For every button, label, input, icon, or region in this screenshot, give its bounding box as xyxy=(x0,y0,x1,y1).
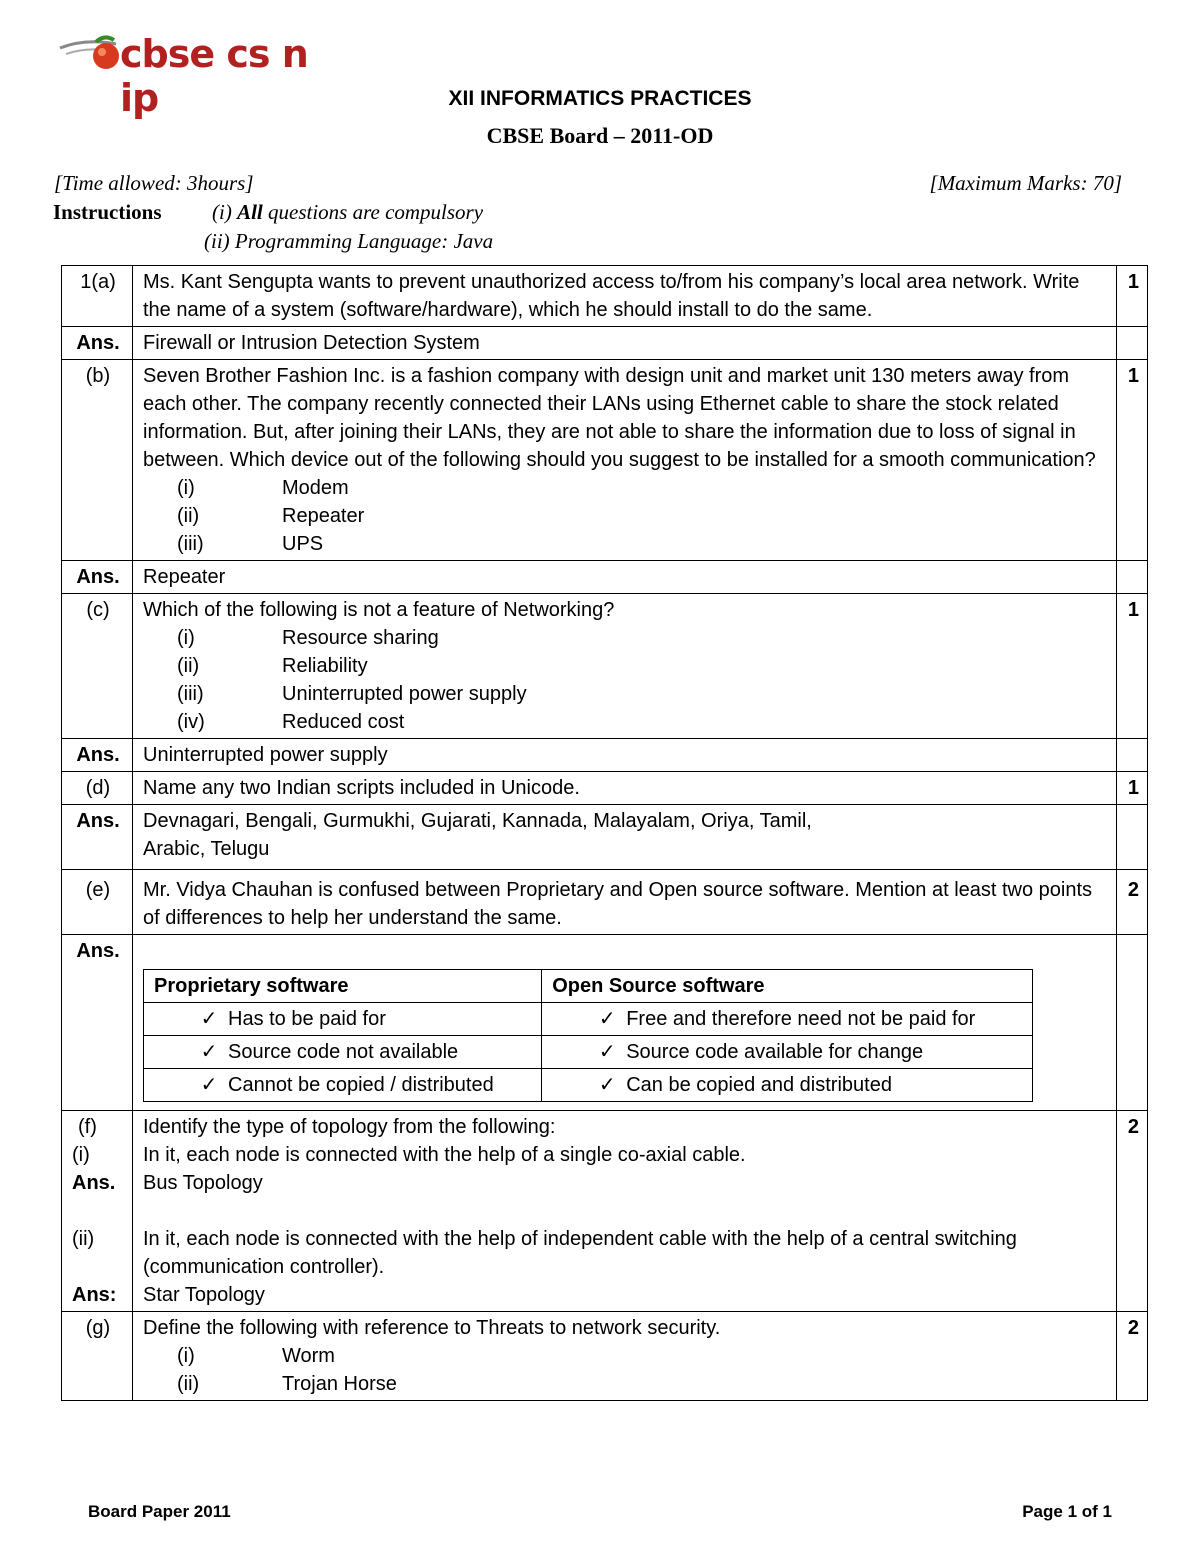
question-text: Define the following with reference to Threats to network security. xyxy=(143,1317,721,1339)
logo-swoosh-icon xyxy=(56,30,126,76)
option: (ii) Reliability xyxy=(177,655,368,677)
table-cell: ✓ Source code not available xyxy=(144,1036,542,1069)
check-icon: ✓ xyxy=(598,1041,616,1063)
answer-cell xyxy=(133,805,1117,870)
footer-title: Board Paper 2011 xyxy=(88,1502,231,1521)
question-cell xyxy=(133,1111,1117,1312)
question-marks: 1 xyxy=(1117,594,1148,739)
table-cell: ✓ Free and therefore need not be paid for xyxy=(542,1003,1033,1036)
answer-text: Uninterrupted power supply xyxy=(133,739,1117,772)
table-row xyxy=(62,266,1148,327)
question-text: Name any two Indian scripts included in Unicode. xyxy=(133,772,1117,805)
table-row xyxy=(62,739,1148,772)
table-row xyxy=(144,1003,1033,1036)
question-text: Mr. Vidya Chauhan is confused between Proprietary and Open source software. Mention at least two points of differences to help her understand the same. xyxy=(133,870,1117,935)
check-icon: ✓ xyxy=(200,1008,218,1030)
table-row xyxy=(62,870,1148,935)
option: (ii) Repeater xyxy=(177,505,365,527)
answer-label: Ans. xyxy=(62,935,133,1111)
question-number: 1(a) xyxy=(62,266,133,327)
table-row xyxy=(62,561,1148,594)
comparison-table xyxy=(143,969,1033,1102)
answer-label: Ans. xyxy=(62,739,133,772)
question-marks: 2 xyxy=(1117,1111,1148,1312)
answer-text: Repeater xyxy=(133,561,1117,594)
option: (i) Resource sharing xyxy=(177,627,439,649)
question-number: (g) xyxy=(62,1312,133,1401)
question-number: (c) xyxy=(62,594,133,739)
page-subtitle: CBSE Board – 2011-OD xyxy=(486,123,714,148)
question-number: (d) xyxy=(62,772,133,805)
maximum-marks: [Maximum Marks: 70] xyxy=(929,171,1122,195)
table-cell: ✓ Has to be paid for xyxy=(144,1003,542,1036)
table-row xyxy=(62,360,1148,561)
question-cell xyxy=(133,594,1117,739)
question-table xyxy=(61,265,1148,1401)
answer-label: Ans. xyxy=(62,805,133,870)
option: (iii) UPS xyxy=(177,533,324,555)
option: (ii) Trojan Horse xyxy=(177,1373,397,1395)
question-part: In it, each node is connected with the help of independent cable with the help of a central switching (communication controller). xyxy=(143,1228,1017,1278)
question-marks: 2 xyxy=(1117,870,1148,935)
answer-cell xyxy=(133,935,1117,1111)
column-header: Proprietary software xyxy=(144,970,542,1003)
check-icon: ✓ xyxy=(200,1074,218,1096)
question-marks: 1 xyxy=(1117,266,1148,327)
question-marks: 2 xyxy=(1117,1312,1148,1401)
option: (iv) Reduced cost xyxy=(177,711,405,733)
table-row xyxy=(144,970,1033,1003)
answer-label: Ans. xyxy=(62,561,133,594)
logo xyxy=(56,30,346,120)
answer-text: Star Topology xyxy=(143,1284,265,1306)
table-row xyxy=(62,1111,1148,1312)
table-row xyxy=(62,1312,1148,1401)
page-title: XII INFORMATICS PRACTICES xyxy=(448,87,752,110)
check-icon: ✓ xyxy=(598,1074,616,1096)
answer-text: Arabic, Telugu xyxy=(143,838,270,860)
table-row xyxy=(62,805,1148,870)
table-row xyxy=(62,327,1148,360)
table-row xyxy=(144,1069,1033,1102)
option: (i) Worm xyxy=(177,1345,335,1367)
logo-text: cbse cs n ip xyxy=(120,32,308,120)
answer-text: Bus Topology xyxy=(143,1172,263,1194)
question-number: (b) xyxy=(62,360,133,561)
question-part: In it, each node is connected with the help of a single co-axial cable. xyxy=(143,1144,746,1166)
table-row xyxy=(144,1036,1033,1069)
table-cell: ✓ Can be copied and distributed xyxy=(542,1069,1033,1102)
question-text: Which of the following is not a feature of Networking? xyxy=(143,599,615,621)
page-number: Page 1 of 1 xyxy=(1022,1502,1112,1521)
instruction-1: (i) All questions are compulsory xyxy=(212,200,484,224)
check-icon: ✓ xyxy=(200,1041,218,1063)
table-row xyxy=(62,594,1148,739)
table-cell: ✓ Cannot be copied / distributed xyxy=(144,1069,542,1102)
question-cell xyxy=(133,1312,1117,1401)
option: (iii) Uninterrupted power supply xyxy=(177,683,527,705)
answer-label: Ans. xyxy=(62,327,133,360)
check-icon: ✓ xyxy=(598,1008,616,1030)
column-header: Open Source software xyxy=(542,970,1033,1003)
instructions-label: Instructions xyxy=(53,200,162,224)
answer-text: Devnagari, Bengali, Gurmukhi, Gujarati, Kannada, Malayalam, Oriya, Tamil, xyxy=(143,810,812,832)
question-marks: 1 xyxy=(1117,360,1148,561)
question-text: Seven Brother Fashion Inc. is a fashion company with design unit and market unit 130 meters away from each other. The company recently connected their LANs using Ethernet cable to share the stock related information. But, after joining their LANs, they are not able to share the information due to loss of signal in between. Which device out of the following should you suggest to be installed for a smooth communication? xyxy=(143,365,1096,471)
time-allowed: [Time allowed: 3hours] xyxy=(54,171,254,195)
option: (i) Modem xyxy=(177,477,349,499)
question-text: Identify the type of topology from the following: xyxy=(143,1116,556,1138)
instruction-2: (ii) Programming Language: Java xyxy=(204,229,494,253)
question-number: (e) xyxy=(62,870,133,935)
table-row xyxy=(62,772,1148,805)
question-text: Ms. Kant Sengupta wants to prevent unauthorized access to/from his company’s local area network. Write the name of a system (software/hardware), which he should install to do the same. xyxy=(133,266,1117,327)
question-cell xyxy=(133,360,1117,561)
answer-text: Firewall or Intrusion Detection System xyxy=(133,327,1117,360)
table-cell: ✓ Source code available for change xyxy=(542,1036,1033,1069)
question-marks: 1 xyxy=(1117,772,1148,805)
question-number-cell: (f) (i) Ans. (ii) Ans: xyxy=(62,1111,133,1312)
table-row xyxy=(62,935,1148,1111)
